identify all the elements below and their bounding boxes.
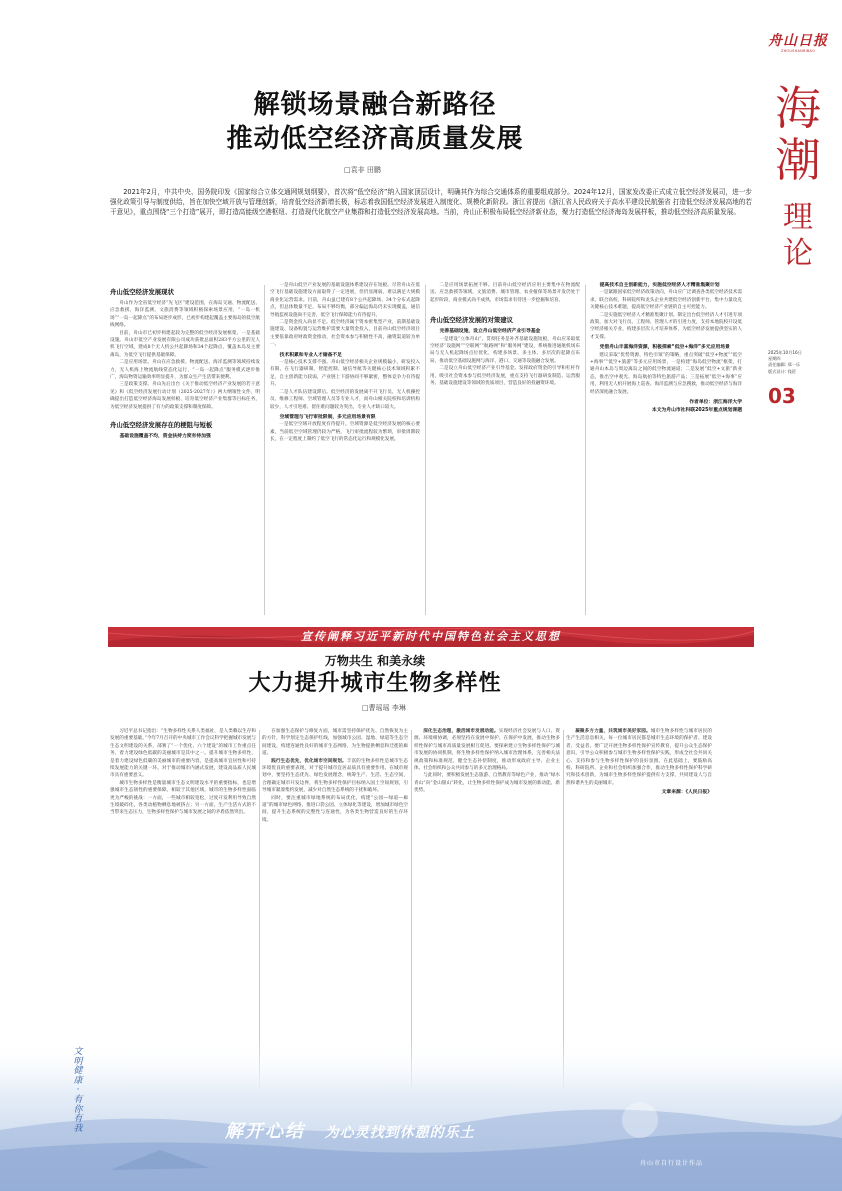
article2-subhead-2: 深化生态治理，激活城市发展动能。 (423, 729, 499, 734)
article1-byline: □袁非 田鹏 (344, 166, 381, 174)
paragraph: 一是舟山低空产业发展的基础设施体系建设存在短板。尽管舟山在低空飞行基础设施建设方面取得了一定进展，但仍显薄弱，难以满足大规模商业化运营需求。目前，舟山虽已建有8个公共起降场、34个分布式起降点，但总体数量不足，布局不够均衡，部分偏远海岛仍未实现覆盖，通信导航监视设施尚不完善，低空飞行保障能力有待提升。 (270, 283, 420, 318)
calligraphy-char: 文 (73, 1047, 83, 1057)
paragraph: 二是人才队伍建设滞后。低空经济的发展离不开飞行员、无人机操控员、维修工程师、空域管理人员等专业人才，而舟山相关院校和培训机构较少，人才引进难、留住难问题较为突出，专业人才缺口较大。 (270, 389, 420, 410)
paragraph: 二是应用场景。舟山在应急救援、物流配送、海洋监测等领域持续发力，无人机海上物流航线常态化运行，“一岛一起降点”服务模式逐步推广，海岛物资运输效率明显提升，为群众生产生活带来便利。 (110, 360, 260, 381)
issue-info (768, 350, 830, 375)
page-number: 03 (768, 384, 796, 408)
column-name-char-1: 海 (775, 81, 821, 135)
article1-section3-sub2: 提高技术自主创新能力，实施低空经济人才精准集聚计划 (599, 283, 720, 288)
article1-title-line2: 推动低空经济高质量发展 (226, 124, 524, 154)
column-divider (425, 285, 426, 615)
column-divider (264, 285, 265, 615)
article2-source: 文章来源：《人民日报》 (661, 790, 712, 796)
paragraph: 目前，舟山市已初步构建起较为完整的低空经济发展框架，一是基础设施。舟山市低空产业发展有限公司成功获批总面积283平方公里的无人机飞行空域，建成8个无人机公共起降场和34个起降点，覆盖本岛及主要离岛，为低空飞行提供基础保障。 (110, 330, 260, 358)
paragraph: 舟山作为全省低空经济“先飞区”建设范围，在海岛交通、物流配送、应急救援、海洋监测、文旅消费等领域积极探索场景应用，“一岛一机场”“一岛一起降点”的布局逐步成形，已初步构建起覆盖主要海岛的低空航线网络。 (110, 301, 260, 329)
author-project: 本文为舟山市社科联2025年重点规划课题 (651, 407, 742, 413)
issue-designer: 版式设计: 钱蓓 (768, 368, 796, 374)
article1-title-line1: 解锁场景融合新路径 (253, 90, 497, 120)
article1-author-note (590, 399, 742, 414)
issue-date: 2025年10月16日 (768, 350, 802, 355)
paragraph-text: 城市生物多样性与城市居民的生产生活息息相关，每一位城市居民都是城市生态环境的保护者、建设者、受益者。要广泛开展生物多样性保护宣传教育，提升公众生态保护意识，引导公众积极参与城市生物多样性保护实践，形成全社会共同关心、支持和参与生物多样性保护的良好氛围。在此基础上，要鼓励高校、科研院所、企业和社会组织加强合作，推动生物多样性保护科学研究和技术创新，为城市生物多样性保护提供有力支撑，共同建设人与自然和谐共生的美丽城市。 (566, 729, 712, 786)
paragraph: 二是资金投入尚显不足。低空经济属于资本密集型产业，前期基础设施建设、设备购置与运营维护需要大量资金投入，目前舟山低空经济项目主要依靠政府财政资金推动，社会资本参与积极性不高，融资渠道较为单一。 (270, 320, 420, 348)
article2-title (150, 652, 600, 698)
banner-text: 宣传阐释习近平新时代中国特色社会主义思想 (301, 630, 561, 643)
footer-slogan (225, 1117, 645, 1143)
paragraph: 二是实施低空经济人才精准集聚计划。制定出台低空经济人才引进专项政策，加大对飞行员、工程师、管理人才的引进力度，支持本地院校开设低空经济相关专业，构建多层次人才培养体系，为低空经济发展提供坚实的人才支撑。 (590, 312, 742, 340)
author-affiliation: 作者单位：浙江海洋大学 (689, 400, 742, 406)
article1-section3-sub3: 凭借舟山丰富海洋资源，积极探索“低空+海洋”多元应用场景 (599, 345, 730, 351)
column-name (764, 82, 832, 186)
paragraph: 习近平总书记指出：“生物多样性关系人类福祉，是人类赖以生存和发展的重要基础。”今年7月召开的中央城市工作会议科学把握城市发展与生态文明建设的关系，部署了“一个优化、六个建设”的城市工作重点任务，着力建设绿色低碳的美丽城市是其中之一。提升城市生物多样性，是着力建设绿色低碳的美丽城市的重要内容，是提高城市宜居性和可持续发展能力的关键一环。对于推动城市内涵式发展，建设高品质人民城市具有重要意义。 (110, 729, 256, 779)
column-sub-char-2: 论 (783, 236, 813, 271)
column-sub-char-1: 理 (783, 200, 813, 235)
paragraph: 城市生物多样性是衡量城市生态文明建设水平的重要指标，也是增强城市生态韧性的重要保障。相较于其他区域，城市的生物多样性面临更为严峻的挑战：一方面，一些城市相较宽松，过度开发利用导致自然生境破碎化，各类动植物栖息地被挤占；另一方面，生产生活方式的不当带来生态压力，生物多样性保护与城市发展之间的矛盾依然突出。 (110, 780, 256, 816)
article1-section3-heading: 舟山低空经济发展的对策建议 (430, 316, 514, 325)
paragraph: 一是低空空域开放程度有待提升。空域资源是低空经济发展的核心要素，当前低空空域管理仍较为严格，飞行审批流程较为繁琐，审批周期较长，在一定程度上制约了低空飞行的常态化运行和规模化发展。 (270, 422, 420, 443)
paragraph-text: 实现经济社会发展与人口、资源、环境相协调，必须坚持在发展中保护、在保护中发展，推动生物多样性保护与城市高质量发展相互促进。要探索建立生物多样性保护与城市发展的协同机制，将生物多样性保护纳入城市治理体系，完善相关法规政策和标准规范，健全生态补偿制度，推动形成政府主导、企业主体、社会组织和公众共同参与的多元治理格局。 (414, 729, 560, 772)
article1-section2-sub1: 基础设施覆盖不均，资金扶持力度有待加强 (119, 434, 211, 440)
logo-text: 舟山日报 (768, 33, 828, 49)
paragraph: 同时，要注重城市绿地系统的布局优化，构建“公园—绿道—廊道”的城市绿色网络，推进口袋公园、立体绿化等建设，增加城市绿色空间，提升生态系统的完整性与连通性，为各类生物营造良好的生存环境。 (262, 795, 408, 823)
paragraph: 建议采取“优势资源，特色引领”的策略，重点突破“低空+物流”“低空+海事”“低空+旅游”等多元应用场景，一是构建“海岛低空物流”框架，打通舟山本岛与周边离岛之间的低空物流通道；二是发展“低空+文旅”新业态，推出空中观光、海岛航拍等特色旅游产品；三是拓展“低空+海事”应用，利用无人机开展海上巡查、海洋监测与应急搜救，推动低空经济与海洋经济深度融合发展。 (590, 352, 742, 395)
paragraph: 一是建设“立体舟山”。贯彻任务是补齐基础设施短板，舟山应采取低空经济“设施网”“空联网”“航路网”和“服务网”建设，系统推进通航机场布局与无人机起降场点位优化，构建多场景、多主体、多层次的起降点布局，推动低空基础设施网与海洋、港口、交通等设施融合发展。 (430, 336, 580, 364)
calligraphy-char: 你 (73, 1104, 83, 1115)
calligraphy-char: 我 (73, 1123, 83, 1134)
calligraphy-char: 有 (73, 1094, 83, 1105)
calligraphy-char: 有 (73, 1114, 83, 1125)
paragraph: 二是设立舟山低空经济产业引导基金。发挥政府资金的引导和杠杆作用，吸引社会资本参与低空经济发展，重点支持飞行器研发制造、运营服务、基础设施建设等领域的优质项目，营造良好的投融资环境。 (430, 366, 580, 387)
slogan-big: 解开心结 (225, 1121, 305, 1142)
paragraph: 三是政策支撑。舟山先后出台《关于推动低空经济产业发展的若干意见》和《低空经济发展行动计划（2025-2027年）》两大纲领性文件，明确提出打造低空经济海岛发展样板、培育低空经济产业集群等目标任务，为低空经济发展提供了有力的政策支撑和制度保障。 (110, 382, 260, 410)
calligraphy-char: · (76, 1085, 80, 1096)
footer-calligraphy (58, 1048, 98, 1134)
article2-column-1 (110, 728, 256, 1028)
calligraphy-char: 健 (73, 1066, 83, 1077)
article2-subhead-3: 凝聚多方力量，共筑城市美好家园。 (575, 729, 651, 734)
article2-pretitle: 万物共生 和美永续 (324, 654, 426, 668)
masthead-logo (764, 33, 832, 53)
article1-section2-heading: 舟山低空经济发展存在的梗阻与短板 (110, 421, 213, 430)
article1-section1-heading: 舟山低空经济发展现状 (110, 288, 174, 296)
column-sub (764, 200, 832, 272)
paragraph: 在加强生态保护与修复方面，城市需坚持保护优先、自然恢复为主的方针，科学划定生态保护红线，加强城市公园、湿地、绿道等生态空间建设，构建连通性良好的城市生态网络，为生物提供栖息和迁徙的廊道。 (262, 729, 408, 757)
paragraph-text: 丰富的生物多样性是城市生态环境优良的重要表现，对于提升城市宜居品质具有重要作用。在城市规划中，要坚持生态优先、绿色发展理念，统筹生产、生活、生态空间，合理确定城市开发边界，将生物多样性保护目标纳入国土空间规划，引导城市紧凑集约发展，减少对自然生态系统的干扰和破坏。 (262, 758, 408, 794)
article1-section2-sub2: 技术积累和专业人才储备不足 (279, 352, 342, 358)
column-name-char-2: 潮 (775, 133, 821, 187)
paragraph (566, 728, 712, 787)
article1-column-2 (270, 282, 420, 622)
article1-column-4 (590, 282, 742, 622)
article1-column-3 (430, 282, 580, 622)
slogan-rest: 为心灵找到休憩的乐土 (324, 1125, 475, 1141)
footer-note: 舟山市自行设计作品 (640, 1160, 704, 1167)
logo-sub: ZHOUSHANRIBAO (780, 49, 816, 53)
footer-ad-background (0, 1000, 842, 1191)
issue-weekday: 星期四 (768, 356, 781, 362)
calligraphy-char: 康 (73, 1075, 83, 1086)
paragraph: 二是应用场景拓展不够。目前舟山低空经济应用主要集中在物流配送、应急救援等领域，文旅消费、城市管理、农业植保等场景开发仍处于起步阶段，商业模式尚不成熟，市场需求有待进一步挖掘和培育。 (430, 283, 580, 303)
paragraph (262, 758, 408, 795)
footer-ad (0, 1000, 842, 1191)
column-divider (585, 285, 586, 615)
article1-column-1 (110, 282, 260, 622)
article1-title (150, 88, 600, 156)
article2-subhead-1: 践行生态优先，优化城市空间规划。 (271, 758, 347, 764)
calligraphy-char: 明 (73, 1056, 83, 1067)
paragraph: 一是紧跟国家低空经济政策动向，舟山应广泛调查各类低空经济技术需求，联合高校、科研院所和龙头企业共建低空经济创新平台，集中力量攻克关键核心技术难题，提高低空经济产业链的自主可控能力。 (590, 290, 742, 311)
article1-intro: 2021年2月，中共中央、国务院印发《国家综合立体交通网规划纲要》，首次将“低空经济”纳入国家顶层设计，明确其作为综合交通体系的重要组成部分。2024年12月，国家发改委正式成立低空经济发展司，进一步强化政策引导与制度供给，旨在加快空域开放与管理创新，培育低空经济新增长极，标志着我国低空经济发展进入制度化、规模化新阶段。浙江省提出《浙江省人民政府关于高水平建设民航强省 打造低空经济发展高地的若干意见》，重点围绕“三个打造”展开，即打造高能级空港枢纽、打造现代化航空产业集群和打造低空经济发展高地。当前，舟山正积极布局低空经济新业态，聚力打造低空经济海岛发展样板，推动低空经济高质量发展。 (110, 188, 752, 217)
paragraph: 一是核心技术支撑不强。舟山低空经济相关企业规模偏小，研发投入有限，在飞行器研制、智能控制、通信导航等关键核心技术领域积累不足，自主创新能力较弱，产业链上下游协同不够紧密，整体竞争力有待提升。 (270, 360, 420, 388)
issue-editor: 责任编辑: 郑一乐 (768, 362, 801, 368)
article1-section3-sub1: 完善基础设施，设立舟山低空经济产业引导基金 (439, 329, 541, 335)
paragraph (414, 728, 560, 772)
paragraph: 与此同时，要积极发展生态旅游、自然教育等绿色产业，推动“绿水青山”向“金山银山”转化，让生物多样性保护成为城市发展的新动能、新优势。 (414, 773, 560, 794)
theme-banner (108, 627, 754, 647)
article2-byline: □曹瑶瑶 李琳 (362, 704, 406, 712)
article2-main-title: 大力提升城市生物多样性 (248, 671, 502, 696)
article1-section2-sub3: 空域管理与飞行审批限制，多元应用场景有限 (279, 414, 376, 420)
